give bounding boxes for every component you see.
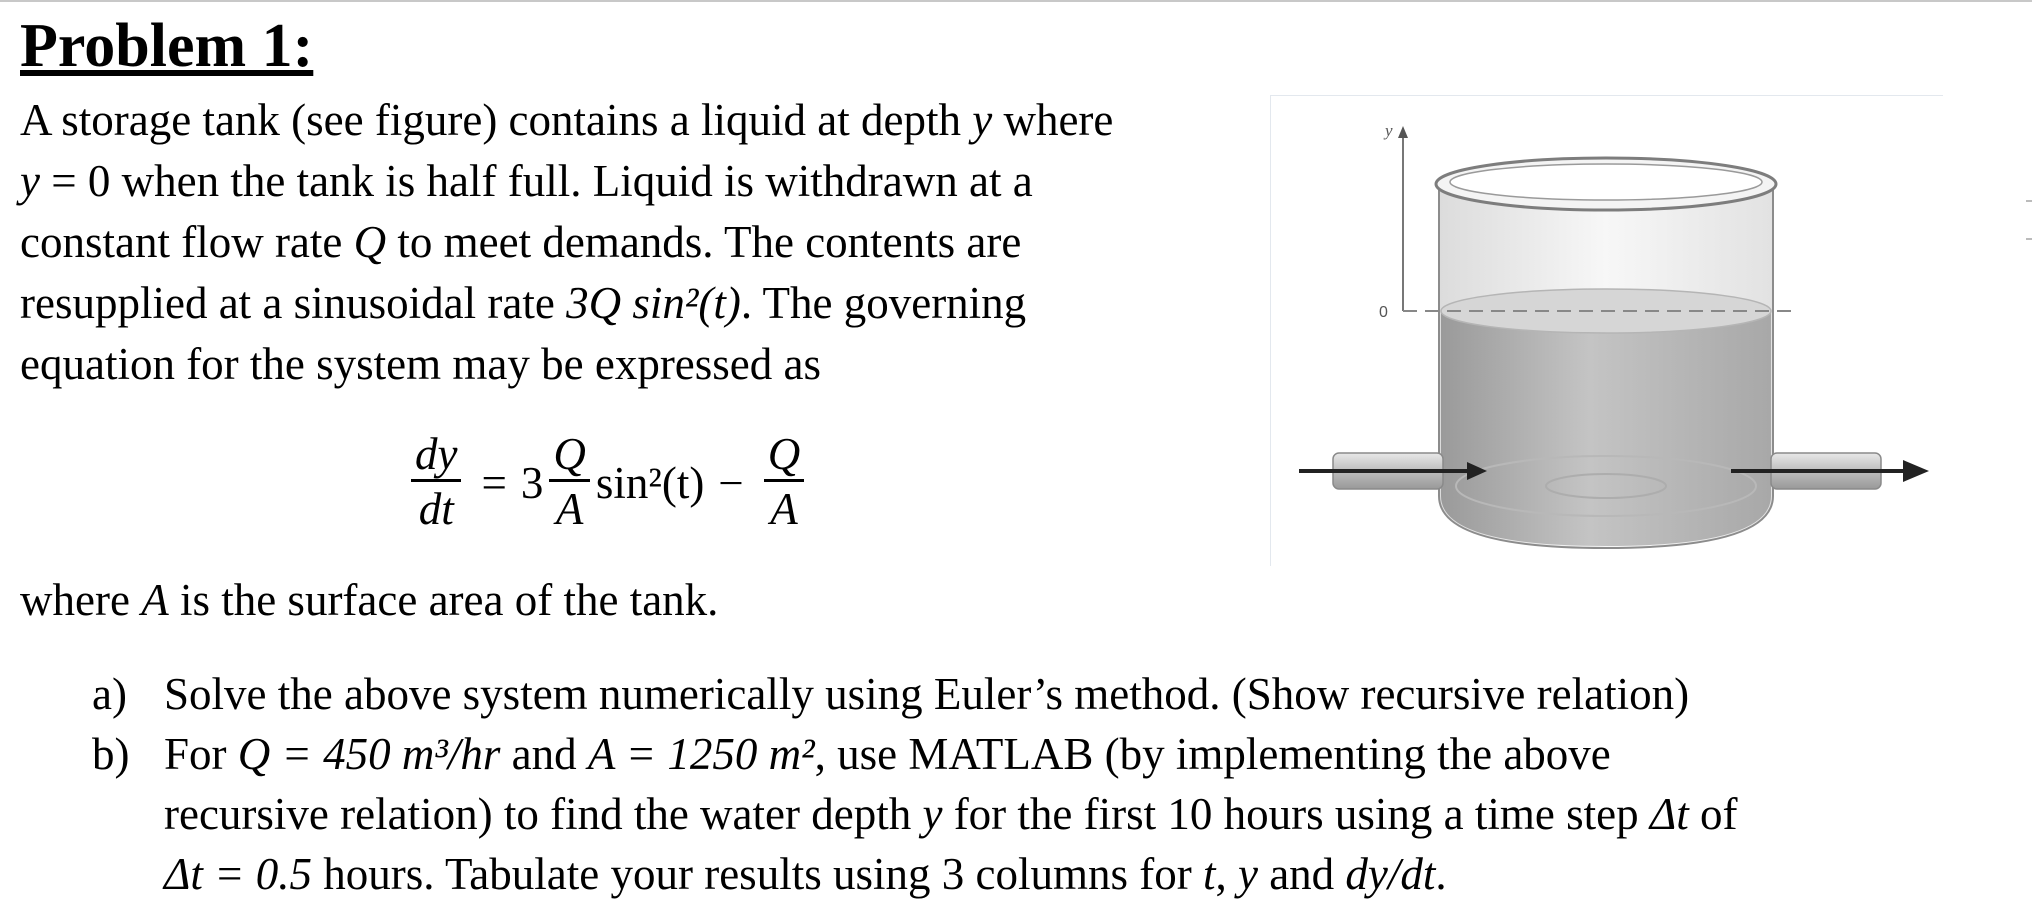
scroll-marker <box>2026 238 2032 240</box>
text: constant flow rate <box>20 217 354 267</box>
task-text: Solve the above system numerically using Euler’s method. (Show recursive relation) <box>164 669 1690 719</box>
text: , <box>1215 849 1238 899</box>
text: For <box>164 729 238 779</box>
statement-line-1 <box>20 90 1240 151</box>
governing-equation <box>405 420 810 545</box>
text: . <box>1435 849 1447 899</box>
math-expr: Q = 450 m³/hr <box>237 729 501 779</box>
text: to meet demands. The contents are <box>386 217 1022 267</box>
math-expr: A = 1250 m² <box>587 729 815 779</box>
denominator: dt <box>418 484 454 534</box>
text: and <box>1257 849 1346 899</box>
minus-sign: − <box>718 457 744 508</box>
text: when the tank is half full. Liquid is withdrawn at a <box>110 156 1033 206</box>
tank-opening <box>1450 164 1762 200</box>
tank-figure <box>1270 95 1943 566</box>
statement-line-4 <box>20 273 1240 334</box>
text: of <box>1688 789 1738 839</box>
task-item-a <box>92 664 1738 724</box>
where-clause <box>20 570 718 631</box>
zero-label: 0 <box>1379 304 1388 321</box>
tank-illustration <box>1271 96 1943 566</box>
numerator: Q <box>767 429 801 479</box>
math-var: Q <box>353 217 387 267</box>
denominator: A <box>770 484 798 534</box>
list-marker: b) <box>92 729 130 779</box>
task-b-line-3 <box>164 849 1447 899</box>
statement-line-3 <box>20 212 1240 273</box>
numerator: dy <box>415 429 458 479</box>
math-expr: dy/dt <box>1345 849 1436 899</box>
equals-sign: = <box>481 457 507 508</box>
problem-statement <box>20 90 1240 395</box>
fraction-dy-dt <box>411 429 461 536</box>
math-var: Δt <box>1649 789 1689 839</box>
task-b-line-2 <box>164 789 1738 839</box>
numerator: Q <box>553 429 586 479</box>
text: recursive relation) to find the water depth <box>164 789 923 839</box>
y-axis-label: y <box>1385 121 1393 140</box>
text: hours. Tabulate your results using 3 columns for <box>312 849 1203 899</box>
fraction-q-a <box>549 429 590 536</box>
list-marker: a) <box>92 669 127 719</box>
task-list <box>92 664 1738 904</box>
outflow-arrow-head <box>1903 460 1929 482</box>
sine-term: sin²(t) <box>595 457 705 508</box>
liquid <box>1441 311 1771 546</box>
text: , use MATLAB (by implementing the above <box>814 729 1611 779</box>
top-border <box>0 0 2032 2</box>
task-b-line-1 <box>164 729 1611 779</box>
scroll-marker <box>2026 200 2032 202</box>
math-expr: = 0 <box>39 156 111 206</box>
text: is the surface area of the tank. <box>168 575 719 625</box>
math-var: y <box>20 156 40 206</box>
text: for the first 10 hours using a time step <box>942 789 1650 839</box>
problem-title: Problem 1: <box>20 12 314 80</box>
y-axis-arrow <box>1398 126 1408 138</box>
math-expr: 3Q sin²(t) <box>566 278 741 328</box>
fraction-q-a <box>764 429 805 536</box>
task-item-b <box>92 724 1738 904</box>
text: A storage tank (see figure) contains a liquid at depth <box>20 95 973 145</box>
denominator: A <box>555 484 584 534</box>
coefficient: 3 <box>520 457 544 508</box>
text: where <box>20 575 142 625</box>
statement-line-5: equation for the system may be expressed as <box>20 339 822 389</box>
math-var: y <box>972 95 993 145</box>
text: where <box>992 95 1114 145</box>
math-var: y <box>1237 849 1258 899</box>
text: resupplied at a sinusoidal rate <box>20 278 567 328</box>
math-var: A <box>141 575 169 625</box>
text: . The governing <box>740 278 1027 328</box>
math-expr: Δt = 0.5 <box>164 849 313 899</box>
text: and <box>500 729 588 779</box>
math-var: y <box>922 789 943 839</box>
math-var: t <box>1202 849 1216 899</box>
statement-line-2 <box>20 151 1240 212</box>
